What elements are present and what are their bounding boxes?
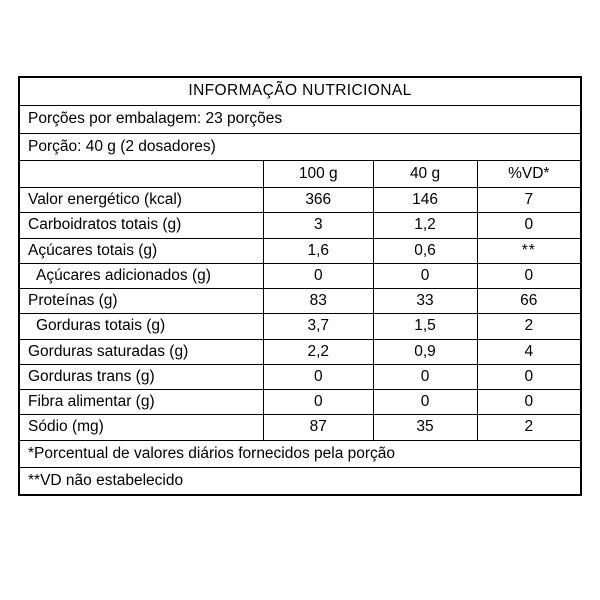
nutrient-per-100g: 0	[263, 364, 373, 389]
nutrient-vd: 4	[477, 339, 581, 364]
nutrient-per-100g: 0	[263, 390, 373, 415]
nutrient-name: Carboidratos totais (g)	[19, 213, 263, 238]
nutrient-vd: 0	[477, 364, 581, 389]
nutrient-per-serving: 33	[373, 289, 477, 314]
table-row	[19, 364, 581, 389]
servings-per-package: Porções por embalagem: 23 porções	[19, 106, 581, 133]
nutrient-name: Proteínas (g)	[19, 289, 263, 314]
nutrient-per-serving: 1,5	[373, 314, 477, 339]
table-row	[19, 289, 581, 314]
table-row	[19, 238, 581, 263]
nutrient-per-serving: 0,6	[373, 238, 477, 263]
nutrient-per-serving: 35	[373, 415, 477, 440]
nutrient-vd: **	[477, 238, 581, 263]
nutrient-vd: 2	[477, 314, 581, 339]
column-header-vd: %VD*	[477, 160, 581, 187]
nutrient-per-100g: 3,7	[263, 314, 373, 339]
nutrient-name: Valor energético (kcal)	[19, 188, 263, 213]
table-row	[19, 263, 581, 288]
nutrient-name: Açúcares totais (g)	[19, 238, 263, 263]
nutrient-per-serving: 1,2	[373, 213, 477, 238]
nutrient-name: Gorduras trans (g)	[19, 364, 263, 389]
nutrient-per-serving: 0	[373, 364, 477, 389]
nutrient-per-100g: 1,6	[263, 238, 373, 263]
nutrient-name: Fibra alimentar (g)	[19, 390, 263, 415]
nutrient-vd: 2	[477, 415, 581, 440]
nutrient-per-serving: 0	[373, 390, 477, 415]
table-header-row	[19, 160, 581, 187]
table-row	[19, 339, 581, 364]
label-title: INFORMAÇÃO NUTRICIONAL	[19, 77, 581, 106]
nutrient-name: Açúcares adicionados (g)	[19, 263, 263, 288]
table-row	[19, 415, 581, 440]
table-row	[19, 213, 581, 238]
column-header-per-serving: 40 g	[373, 160, 477, 187]
nutrient-per-100g: 0	[263, 263, 373, 288]
nutrition-table	[18, 76, 582, 496]
nutrient-per-100g: 87	[263, 415, 373, 440]
nutrient-vd: 0	[477, 263, 581, 288]
column-header-nutrient	[19, 160, 263, 187]
nutrient-per-100g: 3	[263, 213, 373, 238]
nutrient-vd: 66	[477, 289, 581, 314]
nutrient-per-serving: 0	[373, 263, 477, 288]
table-row	[19, 314, 581, 339]
table-row-servings	[19, 106, 581, 133]
serving-size: Porção: 40 g (2 dosadores)	[19, 133, 581, 160]
nutrient-name: Gorduras saturadas (g)	[19, 339, 263, 364]
footnote-daily-values: *Porcentual de valores diários fornecidos pela porção	[19, 440, 581, 467]
nutrient-name: Gorduras totais (g)	[19, 314, 263, 339]
footnote-vd-not-established: **VD não estabelecido	[19, 467, 581, 495]
table-row-title	[19, 77, 581, 106]
nutrient-per-serving: 0,9	[373, 339, 477, 364]
table-row-footnote	[19, 467, 581, 495]
nutrient-per-100g: 366	[263, 188, 373, 213]
table-row-footnote	[19, 440, 581, 467]
nutrient-per-100g: 83	[263, 289, 373, 314]
table-row-serving-size	[19, 133, 581, 160]
table-row	[19, 390, 581, 415]
nutrient-per-serving: 146	[373, 188, 477, 213]
column-header-per-100g: 100 g	[263, 160, 373, 187]
nutrient-vd: 0	[477, 390, 581, 415]
nutrient-vd: 0	[477, 213, 581, 238]
nutrient-name: Sódio (mg)	[19, 415, 263, 440]
nutrition-facts-label	[18, 76, 582, 496]
table-row	[19, 188, 581, 213]
nutrient-per-100g: 2,2	[263, 339, 373, 364]
nutrient-vd: 7	[477, 188, 581, 213]
